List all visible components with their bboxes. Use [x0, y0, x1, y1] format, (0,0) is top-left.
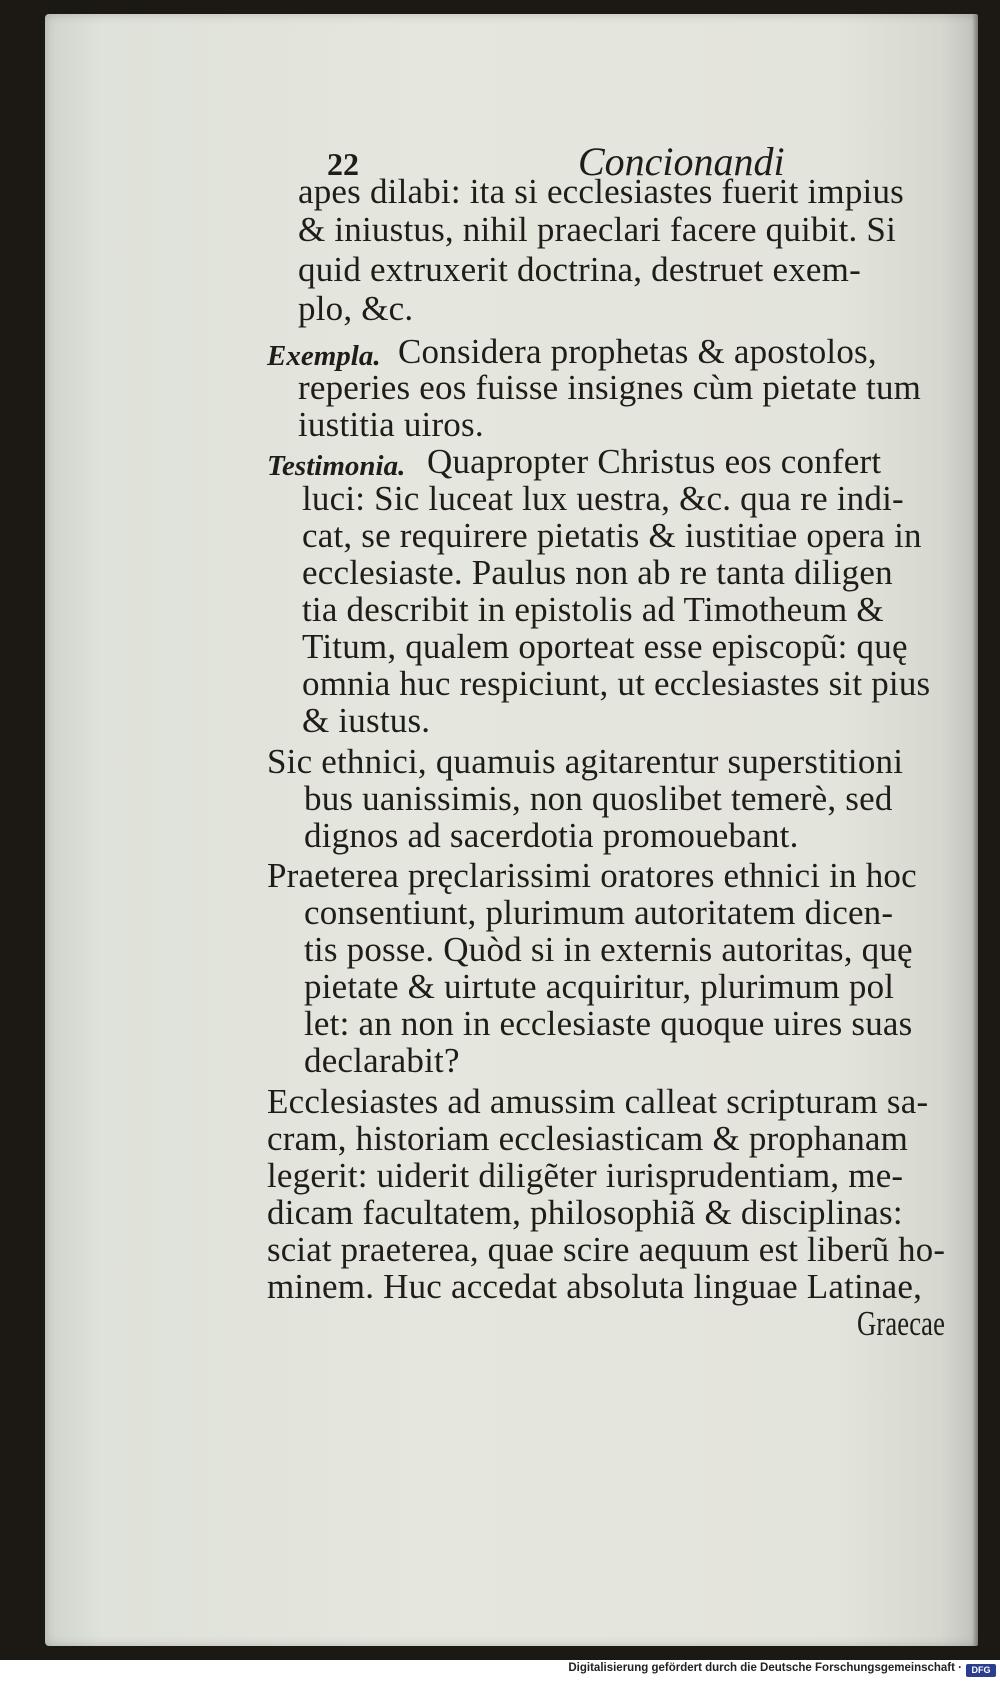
page-number: 22 — [327, 146, 359, 182]
digitization-credit: Digitalisierung gefördert durch die Deutsche Forschungsgemeinschaft · — [568, 1662, 962, 1674]
text-line: & iustus. — [302, 701, 431, 740]
text-line: plo, &c. — [298, 289, 414, 328]
text-line: & iniustus, nihil praeclari facere quibit. Si — [298, 210, 897, 249]
text-line: ecclesiaste. Paulus non ab re tanta diligen — [302, 553, 893, 592]
text-line: bus uanissimis, non quoslibet temerè, sed — [304, 779, 893, 818]
text-line: tia describit in epistolis ad Timotheum & — [302, 590, 884, 629]
catchword: Graecae — [857, 1304, 946, 1343]
text-line: cat, se requirere pietatis & iustitiae opera in — [302, 516, 922, 555]
text-line: reperies eos fuisse insignes cùm pietate tum — [298, 368, 922, 407]
text-line: dignos ad sacerdotia promouebant. — [304, 816, 799, 855]
text-line: Sic ethnici, quamuis agitarentur superstitioni — [267, 742, 904, 781]
text-line: dicam facultatem, philosophiã & disciplinas: — [267, 1193, 903, 1232]
text-line: Ecclesiastes ad amussim calleat scripturam sa- — [267, 1082, 929, 1121]
text-line: quid extruxerit doctrina, destruet exem- — [298, 250, 861, 289]
text-line: Quapropter Christus eos confert — [427, 442, 882, 481]
page-edge-shadow — [972, 14, 978, 1646]
text-line: let: an non in ecclesiaste quoque uires suas — [304, 1004, 913, 1043]
text-line: consentiunt, plurimum autoritatem dicen- — [304, 893, 894, 932]
text-line: apes dilabi: ita si ecclesiastes fuerit impius — [298, 172, 904, 211]
text-line: Considera prophetas & apostolos, — [398, 332, 877, 371]
text-line: sciat praeterea, quae scire aequum est liberũ ho- — [267, 1230, 946, 1269]
text-line: declarabit? — [304, 1041, 460, 1080]
running-head: Concionandi — [578, 139, 785, 184]
text-line: pietate & uirtute acquiritur, plurimum pol — [304, 967, 895, 1006]
text-line: iustitia uiros. — [298, 405, 484, 444]
dfg-logo: DFG — [966, 1664, 996, 1677]
text-line: Titum, qualem oporteat esse episcopũ: quę — [302, 627, 908, 666]
text-line: luci: Sic luceat lux uestra, &c. qua re indi- — [302, 479, 904, 518]
margin-note-exempla: Exempla. — [267, 340, 381, 372]
text-line: cram, historiam ecclesiasticam & prophanam — [267, 1119, 909, 1158]
text-line: Praeterea pręclarissimi oratores ethnici in hoc — [267, 856, 917, 895]
text-line: minem. Huc accedat absoluta linguae Latinae, — [267, 1267, 923, 1306]
text-line: legerit: uiderit diligẽter iurisprudentiam, me- — [267, 1156, 904, 1195]
margin-note-testimonia: Testimonia. — [267, 450, 406, 482]
text-line: omnia huc respiciunt, ut ecclesiastes sit pius — [302, 664, 931, 703]
text-line: tis posse. Quòd si in externis autoritas, quę — [304, 930, 913, 969]
book-page — [45, 14, 978, 1646]
